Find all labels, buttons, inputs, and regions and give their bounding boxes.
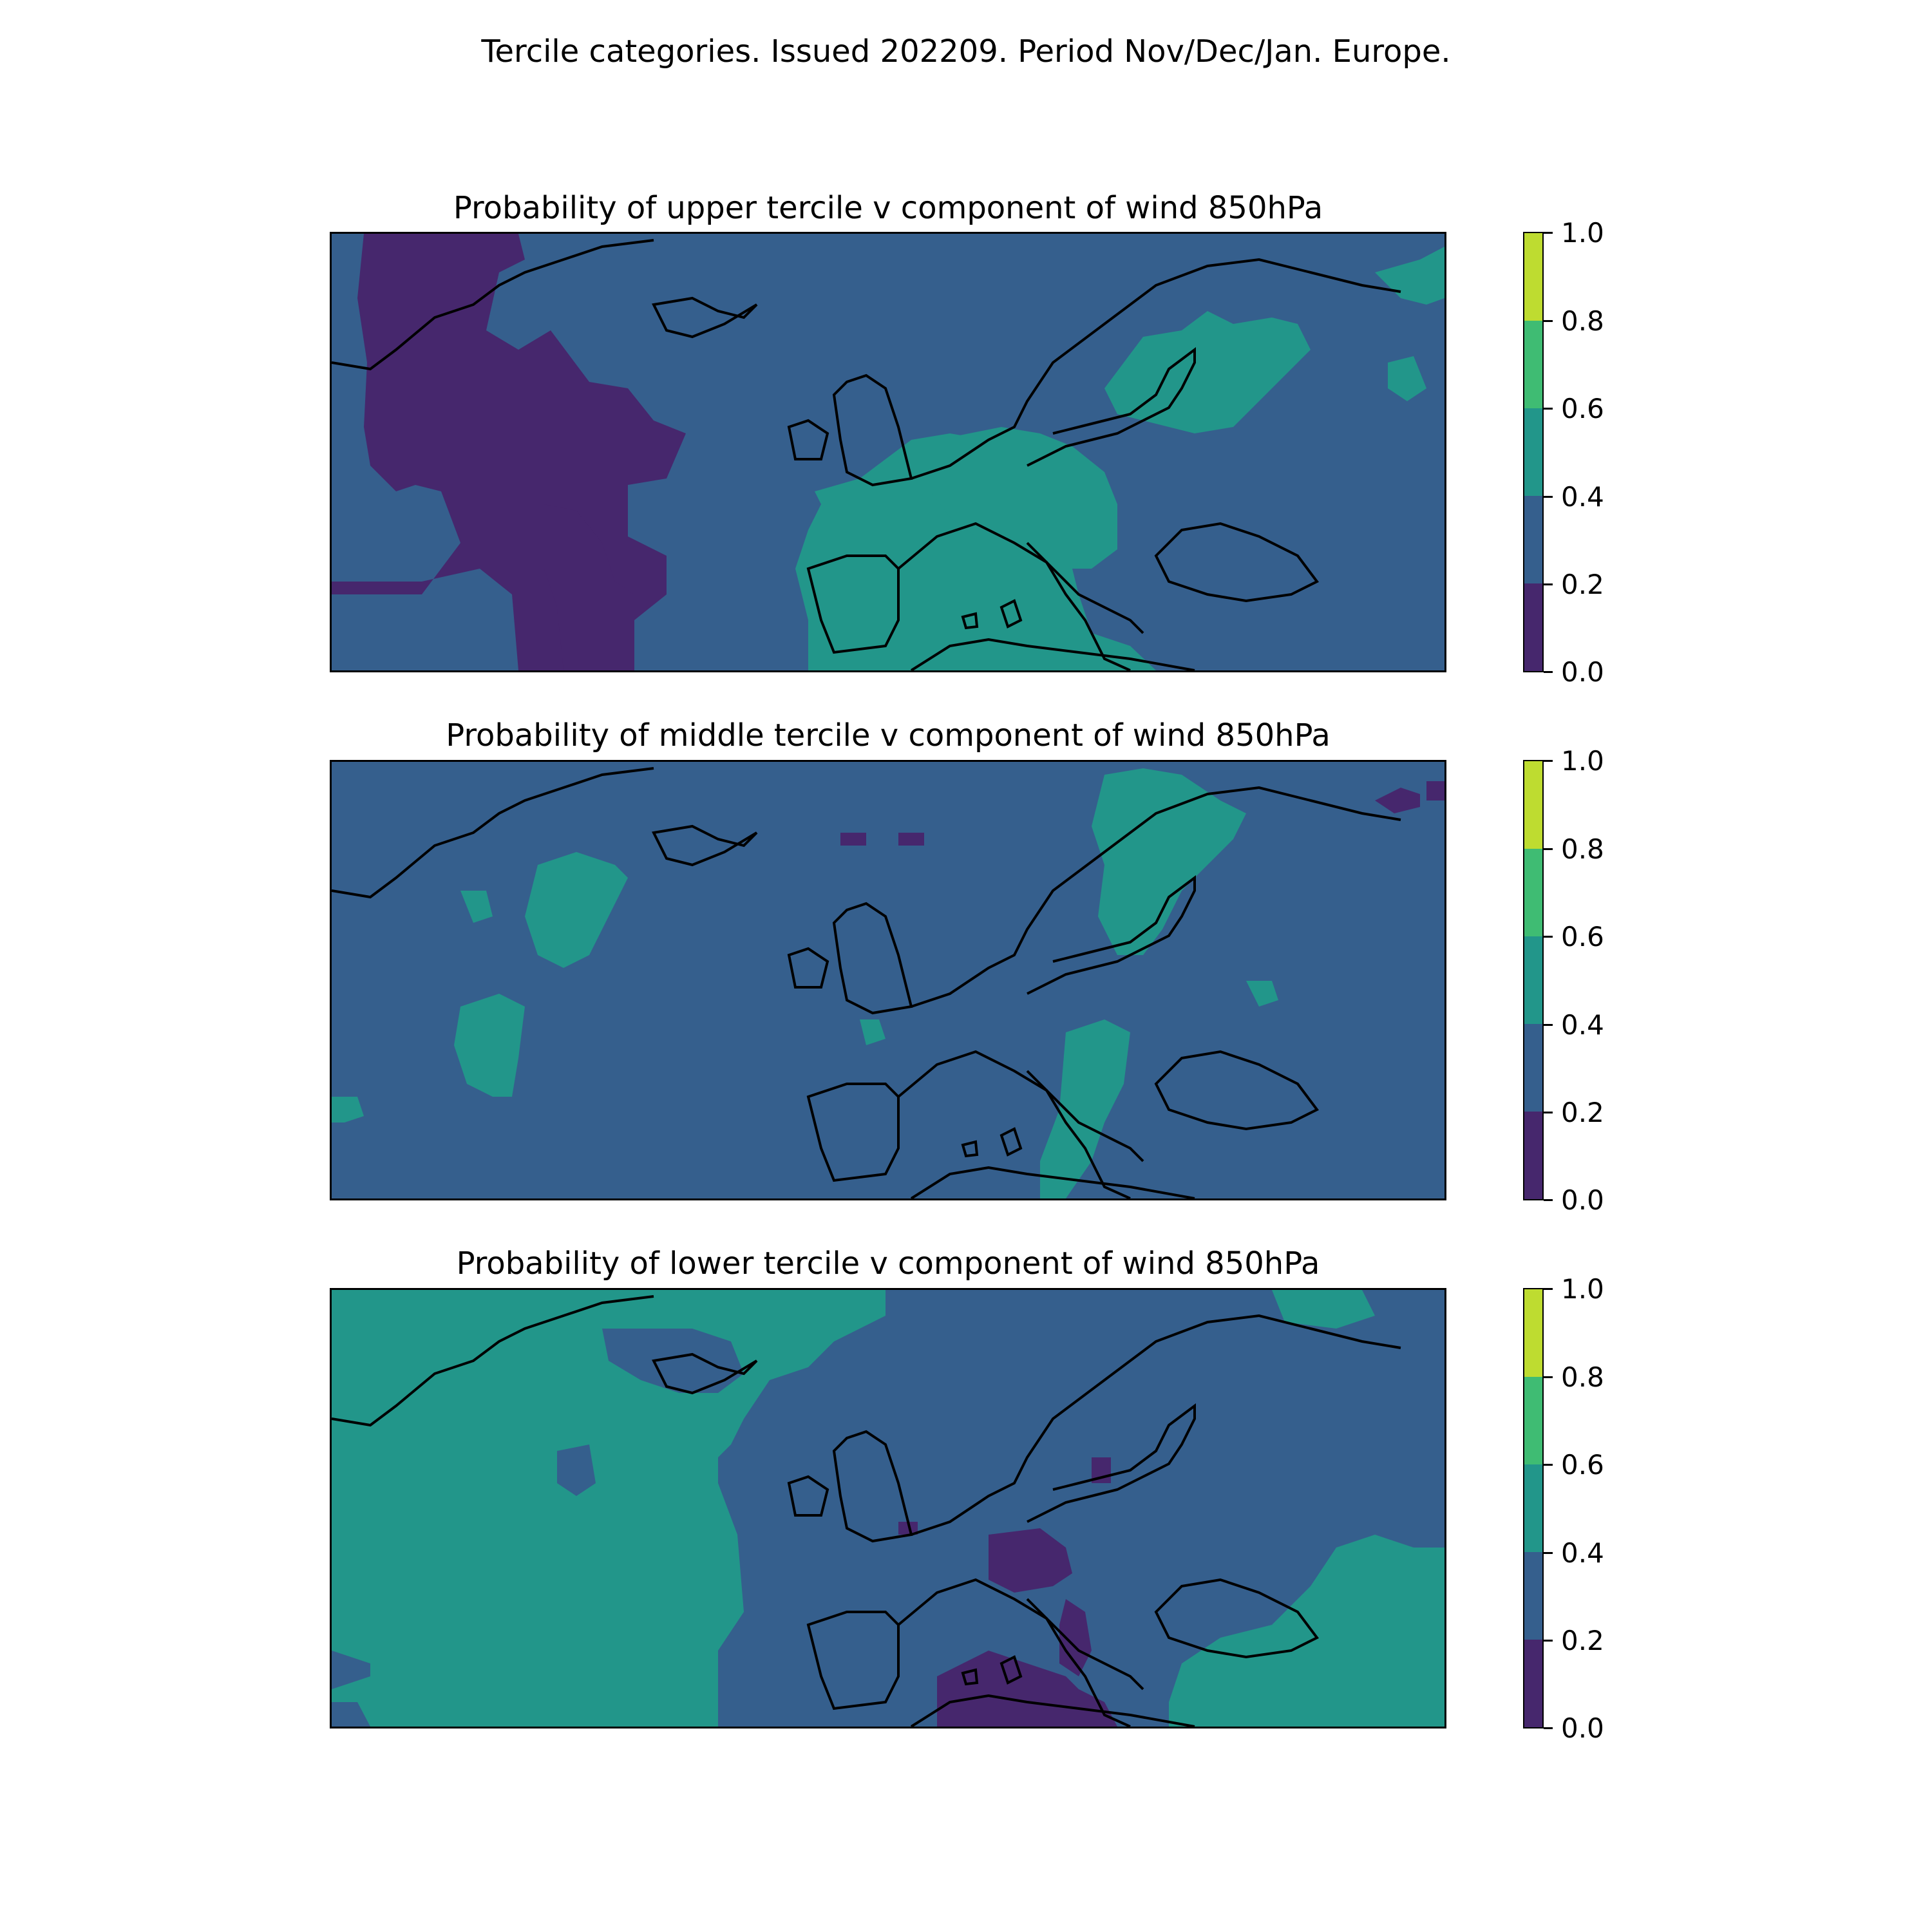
colorbar-segment-0.6-0.8 [1524,1377,1542,1464]
colorbar-segment-0.8-1.0 [1524,1289,1542,1377]
map-middle-tercile[interactable] [330,760,1446,1200]
colorbar-tick [1544,1024,1553,1026]
region-0.0-0.2-small [1426,781,1444,800]
colorbar-label: 0.8 [1561,1361,1604,1393]
colorbar-label: 1.0 [1561,745,1604,777]
colorbar-tick [1544,1376,1553,1378]
map-lower-tercile[interactable] [330,1288,1446,1728]
colorbar-tick [1544,1288,1553,1290]
colorbar-label: 0.8 [1561,305,1604,337]
colorbar-label: 0.4 [1561,1009,1604,1041]
panel-title: Probability of lower tercile v component of wind 850hPa [456,1245,1320,1282]
colorbar-label: 0.2 [1561,1625,1604,1656]
colorbar-segment-0.0-0.2 [1524,583,1542,671]
colorbar-tick [1544,671,1553,673]
colorbar-tick [1544,848,1553,850]
colorbar-segment-0.2-0.4 [1524,1552,1542,1640]
colorbar-label: 0.6 [1561,393,1604,424]
colorbar-label: 0.8 [1561,833,1604,865]
panel-title: Probability of upper tercile v component of wind 850hPa [453,190,1323,226]
colorbar-segment-0.4-0.6 [1524,936,1542,1024]
colorbar-label: 0.4 [1561,1537,1604,1569]
colorbar-tick [1544,583,1553,585]
colorbar-segment-0.4-0.6 [1524,1464,1542,1552]
colorbar-label: 0.0 [1561,1184,1604,1216]
colorbar-label: 0.6 [1561,921,1604,952]
colorbar-segment-0.8-1.0 [1524,761,1542,849]
colorbar-label: 0.4 [1561,481,1604,513]
colorbar-tick [1544,1464,1553,1466]
colorbar-label: 0.0 [1561,656,1604,688]
colorbar-label: 0.2 [1561,569,1604,600]
colorbar-tick [1544,1640,1553,1642]
field-background-0.2-0.4 [332,762,1444,1198]
figure-title: Tercile categories. Issued 202209. Period Nov/Dec/Jan. Europe. [481,33,1451,70]
colorbar [1523,1288,1544,1728]
region-0.0-0.2-small [840,833,866,846]
colorbar-label: 0.2 [1561,1097,1604,1128]
colorbar-label: 1.0 [1561,217,1604,249]
colorbar-segment-0.6-0.8 [1524,849,1542,936]
colorbar-segment-0.0-0.2 [1524,1112,1542,1199]
colorbar-tick [1544,1552,1553,1554]
colorbar [1523,760,1544,1200]
colorbar-tick [1544,760,1553,762]
colorbar-segment-0.0-0.2 [1524,1640,1542,1727]
colorbar-label: 0.0 [1561,1712,1604,1744]
colorbar-tick [1544,1112,1553,1113]
colorbar-label: 1.0 [1561,1273,1604,1305]
colorbar-segment-0.2-0.4 [1524,1024,1542,1112]
colorbar-tick [1544,1199,1553,1201]
colorbar-tick [1544,1727,1553,1729]
colorbar-label: 0.6 [1561,1449,1604,1481]
panel-title: Probability of middle tercile v component of wind 850hPa [446,717,1331,753]
colorbar-tick [1544,936,1553,938]
region-0.0-0.2-small [898,833,924,846]
